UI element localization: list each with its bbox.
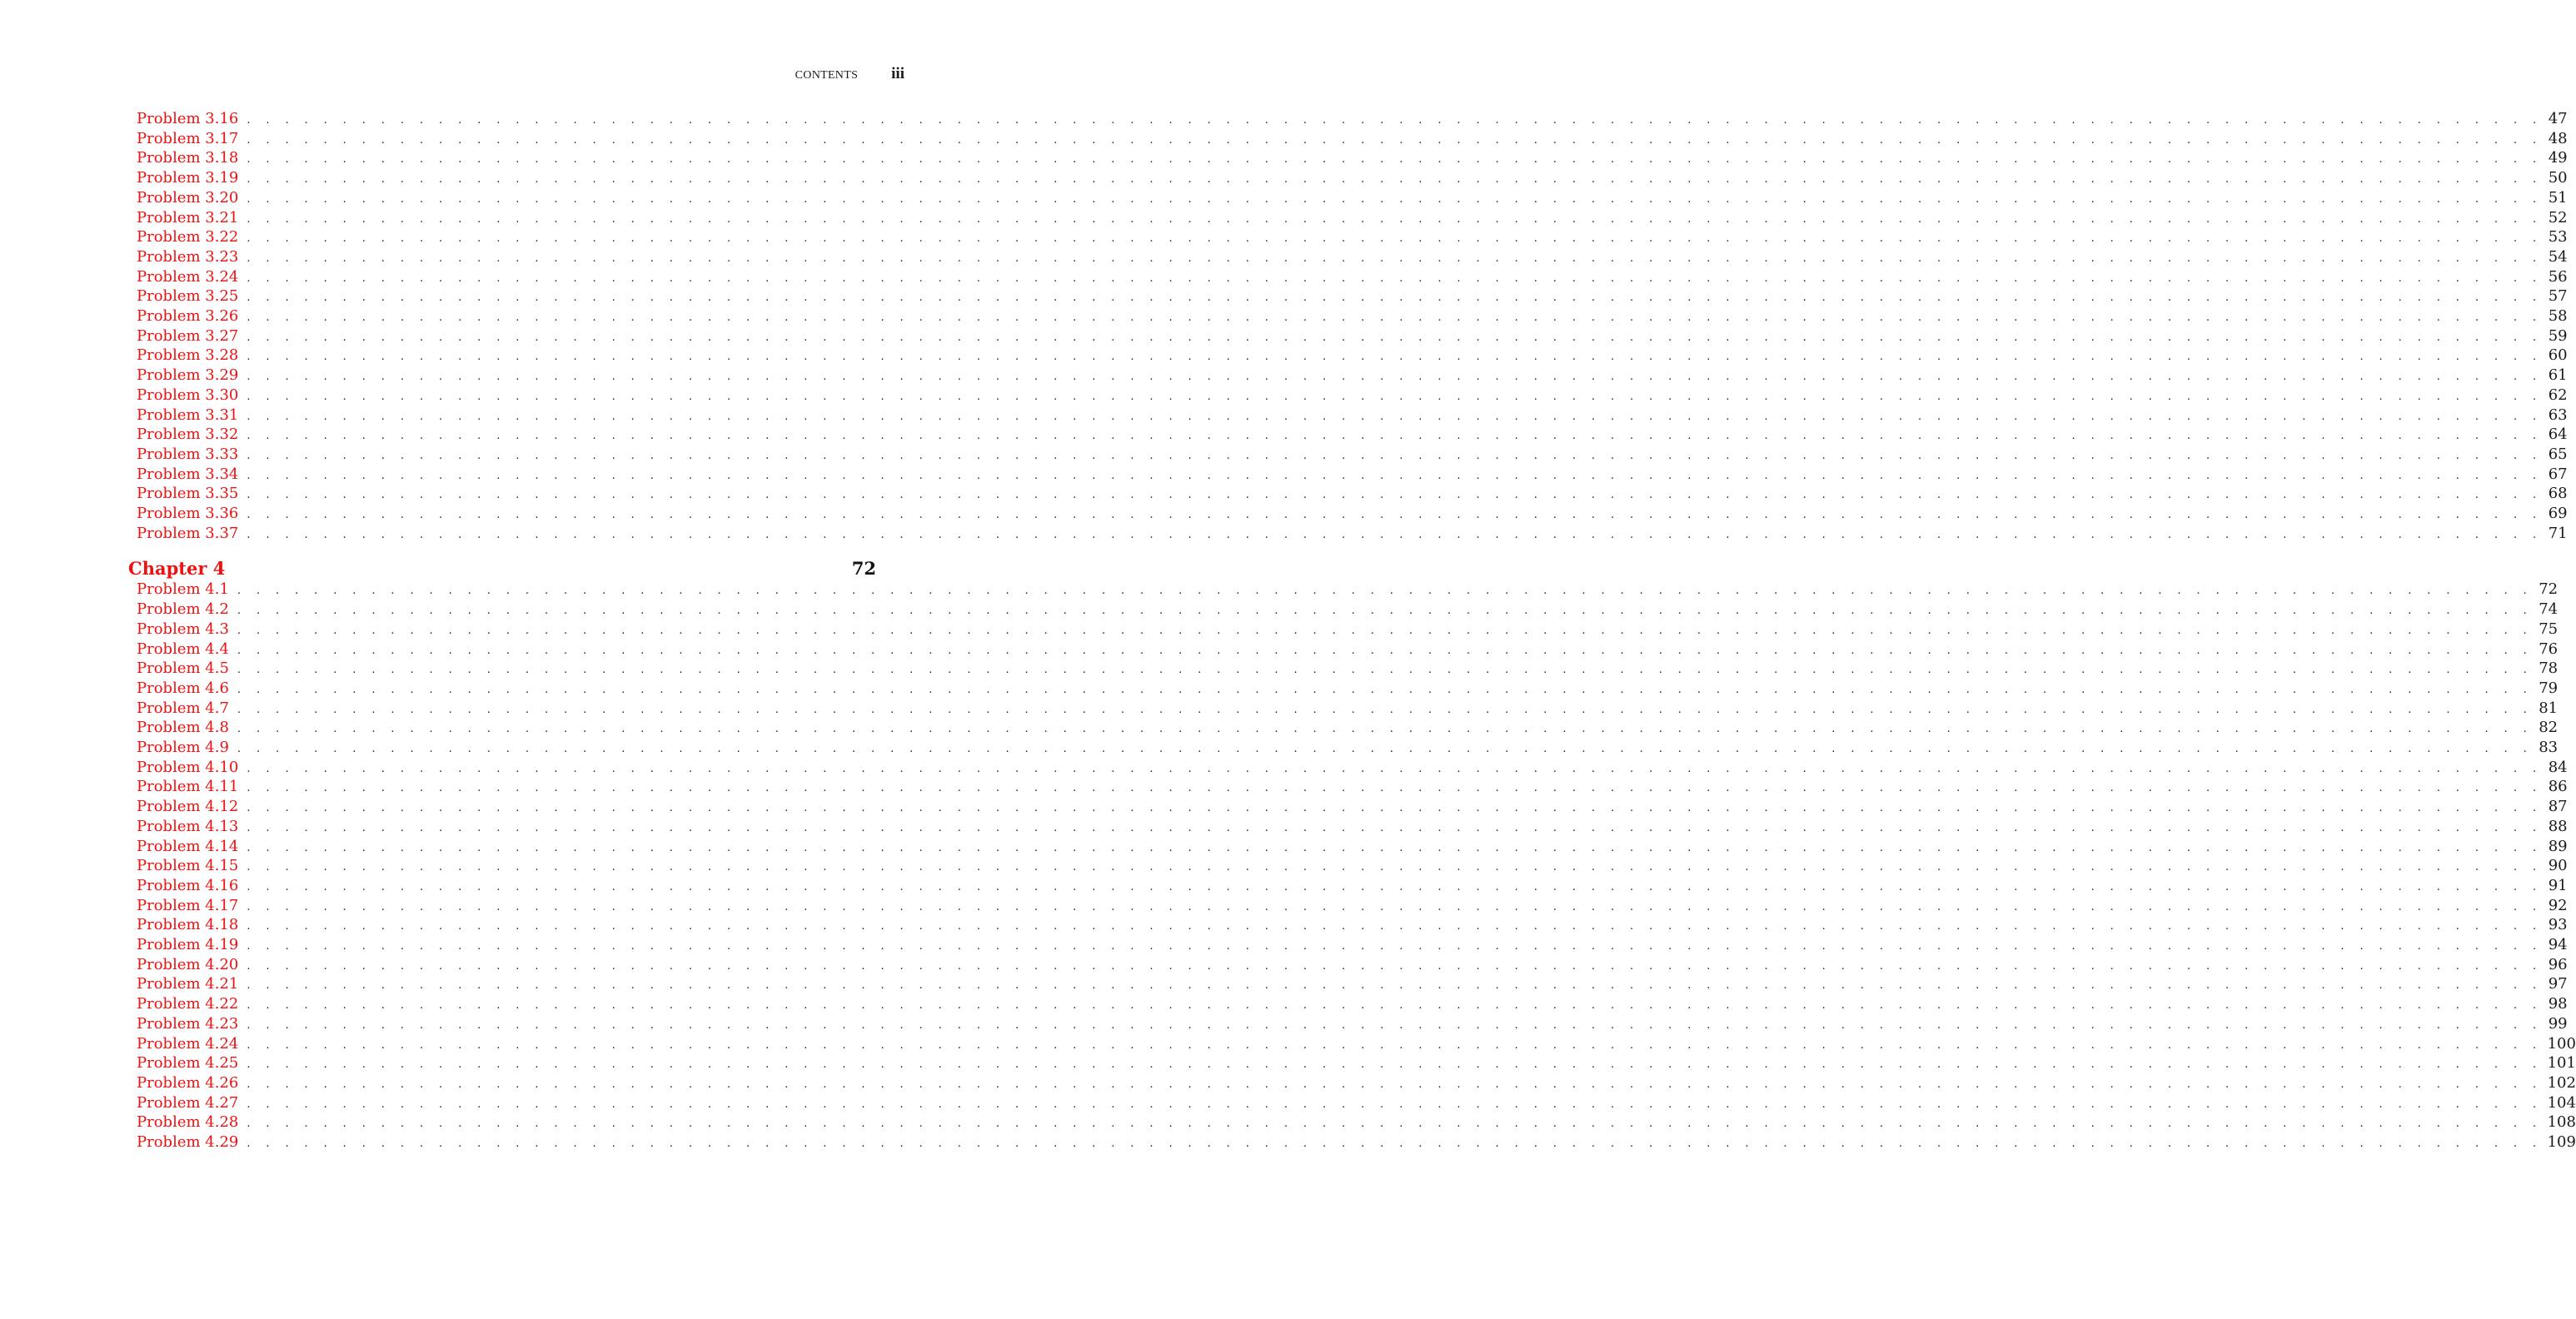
toc-entry-page-number: 109 (2547, 1133, 2576, 1151)
toc-entry-link[interactable]: Problem 3.19 (137, 169, 239, 187)
toc-entry-link[interactable]: Problem 3.16 (137, 110, 239, 127)
toc-entry-link[interactable]: Problem 4.1 (137, 580, 229, 599)
toc-entry[interactable] (137, 620, 2559, 640)
toc-entry-link[interactable]: Problem 4.29 (137, 1133, 239, 1151)
toc-entry-link[interactable]: Problem 3.24 (137, 267, 239, 286)
toc-entry-page-number: 56 (2548, 267, 2568, 286)
toc-entry[interactable] (137, 718, 2559, 738)
dot-leader: . . . . . . . . . . . . . . . . . . . . . . . . . . . . . . . . . . . . . . . . . . . . . . . . . . . . . . . . . . . . . . . . . . . . . . . . . . . . . . . . . . . . . . . . . . . . . . . . . . . . . . . . . . . . . . . . . . . . . . . . (247, 880, 2543, 893)
toc-entry-page-number: 49 (2548, 149, 2568, 167)
dot-leader: . . . . . . . . . . . . . . . . . . . . . . . . . . . . . . . . . . . . . . . . . . . . . . . . . . . . . . . . . . . . . . . . . . . . . . . . . . . . . . . . . . . . . . . . . . . . . . . . . . . . . . . . . . . . . . . . . . . . . . . . (237, 683, 2534, 696)
toc-entry-page-number: 88 (2548, 817, 2568, 835)
running-head-label: CONTENTS (795, 69, 859, 82)
dot-leader: . . . . . . . . . . . . . . . . . . . . . . . . . . . . . . . . . . . . . . . . . . . . . . . . . . . . . . . . . . . . . . . . . . . . . . . . . . . . . . . . . . . . . . . . . . . . . . . . . . . . . . . . . . . . . . . . . . . . . . . . (237, 605, 2534, 618)
dot-leader: . . . . . . . . . . . . . . . . . . . . . . . . . . . . . . . . . . . . . . . . . . . . . . . . . . . . . . . . . . . . . . . . . . . . . . . . . . . . . . . . . . . . . . . . . . . . . . . . . . . . . . . . . . . . . . . . . . . . . . . . (247, 1117, 2543, 1131)
toc-entry-link[interactable]: Problem 4.20 (137, 955, 239, 973)
toc-entry-link[interactable]: Problem 3.31 (137, 406, 239, 424)
toc-entry[interactable] (137, 699, 2559, 719)
toc-entry-page-number: 67 (2548, 465, 2568, 483)
toc-entry-link[interactable]: Problem 3.21 (137, 208, 239, 226)
toc-entry-link[interactable]: Problem 4.5 (137, 660, 229, 678)
toc-entry-link[interactable]: Problem 4.3 (137, 620, 229, 638)
dot-leader: . . . . . . . . . . . . . . . . . . . . . . . . . . . . . . . . . . . . . . . . . . . . . . . . . . . . . . . . . . . . . . . . . . . . . . . . . . . . . . . . . . . . . . . . . . . . . . . . . . . . . . . . . . . . . . . . . . . . . . . . (247, 1098, 2543, 1111)
dot-leader: . . . . . . . . . . . . . . . . . . . . . . . . . . . . . . . . . . . . . . . . . . . . . . . . . . . . . . . . . . . . . . . . . . . . . . . . . . . . . . . . . . . . . . . . . . . . . . . . . . . . . . . . . . . . . . . . . . . . . . . . (247, 331, 2543, 344)
dot-leader: . . . . . . . . . . . . . . . . . . . . . . . . . . . . . . . . . . . . . . . . . . . . . . . . . . . . . . . . . . . . . . . . . . . . . . . . . . . . . . . . . . . . . . . . . . . . . . . . . . . . . . . . . . . . . . . . . . . . . . . . (247, 999, 2543, 1013)
dot-leader: . . . . . . . . . . . . . . . . . . . . . . . . . . . . . . . . . . . . . . . . . . . . . . . . . . . . . . . . . . . . . . . . . . . . . . . . . . . . . . . . . . . . . . . . . . . . . . . . . . . . . . . . . . . . . . . . . . . . . . . . (247, 469, 2543, 482)
dot-leader: . . . . . . . . . . . . . . . . . . . . . . . . . . . . . . . . . . . . . . . . . . . . . . . . . . . . . . . . . . . . . . . . . . . . . . . . . . . . . . . . . . . . . . . . . . . . . . . . . . . . . . . . . . . . . . . . . . . . . . . . (247, 802, 2543, 815)
dot-leader: . . . . . . . . . . . . . . . . . . . . . . . . . . . . . . . . . . . . . . . . . . . . . . . . . . . . . . . . . . . . . . . . . . . . . . . . . . . . . . . . . . . . . . . . . . . . . . . . . . . . . . . . . . . . . . . . . . . . . . . . (247, 351, 2543, 364)
toc-entry[interactable] (137, 974, 2568, 994)
toc-entry[interactable] (137, 1132, 2576, 1152)
toc-entry-link[interactable]: Problem 3.28 (137, 346, 239, 365)
toc-entry-link[interactable]: Problem 4.4 (137, 640, 229, 658)
dot-leader: . . . . . . . . . . . . . . . . . . . . . . . . . . . . . . . . . . . . . . . . . . . . . . . . . . . . . . . . . . . . . . . . . . . . . . . . . . . . . . . . . . . . . . . . . . . . . . . . . . . . . . . . . . . . . . . . . . . . . . . . (247, 861, 2543, 874)
toc-entry[interactable] (137, 797, 2568, 817)
toc-entry[interactable] (137, 738, 2559, 758)
toc-entry[interactable] (137, 679, 2559, 699)
running-head (795, 65, 904, 85)
toc-entry[interactable] (137, 267, 2568, 287)
toc-entry-page-number: 96 (2548, 955, 2568, 973)
toc-entry-link[interactable]: Problem 4.14 (137, 837, 239, 855)
dot-leader: . . . . . . . . . . . . . . . . . . . . . . . . . . . . . . . . . . . . . . . . . . . . . . . . . . . . . . . . . . . . . . . . . . . . . . . . . . . . . . . . . . . . . . . . . . . . . . . . . . . . . . . . . . . . . . . . . . . . . . . . (247, 371, 2543, 384)
dot-leader: . . . . . . . . . . . . . . . . . . . . . . . . . . . . . . . . . . . . . . . . . . . . . . . . . . . . . . . . . . . . . . . . . . . . . . . . . . . . . . . . . . . . . . . . . . . . . . . . . . . . . . . . . . . . . . . . . . . . . . . . (237, 644, 2534, 657)
toc-entry-link[interactable]: Problem 3.23 (137, 247, 239, 266)
toc-entry-link[interactable]: Problem 4.9 (137, 739, 229, 756)
toc-entry[interactable] (137, 247, 2568, 267)
toc-entry-link[interactable]: Problem 3.26 (137, 307, 239, 325)
dot-leader: . . . . . . . . . . . . . . . . . . . . . . . . . . . . . . . . . . . . . . . . . . . . . . . . . . . . . . . . . . . . . . . . . . . . . . . . . . . . . . . . . . . . . . . . . . . . . . . . . . . . . . . . . . . . . . . . . . . . . . . . (237, 585, 2534, 598)
dot-leader: . . . . . . . . . . . . . . . . . . . . . . . . . . . . . . . . . . . . . . . . . . . . . . . . . . . . . . . . . . . . . . . . . . . . . . . . . . . . . . . . . . . . . . . . . . . . . . . . . . . . . . . . . . . . . . . . . . . . . . . . (247, 1038, 2543, 1052)
toc-entry-link[interactable]: Problem 4.8 (137, 719, 229, 737)
dot-leader: . . . . . . . . . . . . . . . . . . . . . . . . . . . . . . . . . . . . . . . . . . . . . . . . . . . . . . . . . . . . . . . . . . . . . . . . . . . . . . . . . . . . . . . . . . . . . . . . . . . . . . . . . . . . . . . . . . . . . . . . (247, 821, 2543, 834)
toc-entry-page-number: 59 (2548, 326, 2568, 345)
toc-entry[interactable] (137, 758, 2568, 778)
dot-leader: . . . . . . . . . . . . . . . . . . . . . . . . . . . . . . . . . . . . . . . . . . . . . . . . . . . . . . . . . . . . . . . . . . . . . . . . . . . . . . . . . . . . . . . . . . . . . . . . . . . . . . . . . . . . . . . . . . . . . . . . (247, 762, 2543, 775)
toc-entry-page-number: 90 (2548, 857, 2568, 875)
toc-entry[interactable] (137, 1053, 2576, 1073)
dot-leader: . . . . . . . . . . . . . . . . . . . . . . . . . . . . . . . . . . . . . . . . . . . . . . . . . . . . . . . . . . . . . . . . . . . . . . . . . . . . . . . . . . . . . . . . . . . . . . . . . . . . . . . . . . . . . . . . . . . . . . . . (247, 920, 2543, 933)
toc-entry[interactable] (137, 777, 2568, 797)
toc-entry-link[interactable]: Problem 4.19 (137, 936, 239, 953)
dot-leader: . . . . . . . . . . . . . . . . . . . . . . . . . . . . . . . . . . . . . . . . . . . . . . . . . . . . . . . . . . . . . . . . . . . . . . . . . . . . . . . . . . . . . . . . . . . . . . . . . . . . . . . . . . . . . . . . . . . . . . . . (247, 212, 2543, 226)
dot-leader: . . . . . . . . . . . . . . . . . . . . . . . . . . . . . . . . . . . . . . . . . . . . . . . . . . . . . . . . . . . . . . . . . . . . . . . . . . . . . . . . . . . . . . . . . . . . . . . . . . . . . . . . . . . . . . . . . . . . . . . . (247, 841, 2543, 854)
toc-entry-page-number: 86 (2548, 778, 2568, 796)
toc-entry[interactable] (137, 994, 2568, 1014)
toc-entry-link[interactable]: Problem 3.29 (137, 366, 239, 385)
toc-entry-link[interactable]: Problem 3.27 (137, 326, 239, 345)
toc-entry-link[interactable]: Problem 3.33 (137, 445, 239, 463)
toc-entry-page-number: 98 (2548, 995, 2568, 1013)
dot-leader: . . . . . . . . . . . . . . . . . . . . . . . . . . . . . . . . . . . . . . . . . . . . . . . . . . . . . . . . . . . . . . . . . . . . . . . . . . . . . . . . . . . . . . . . . . . . . . . . . . . . . . . . . . . . . . . . . . . . . . . . (247, 390, 2543, 403)
toc-entry-page-number: 92 (2548, 896, 2568, 914)
toc-entry[interactable] (137, 129, 2568, 149)
toc-entry-page-number: 47 (2548, 110, 2568, 127)
dot-leader: . . . . . . . . . . . . . . . . . . . . . . . . . . . . . . . . . . . . . . . . . . . . . . . . . . . . . . . . . . . . . . . . . . . . . . . . . . . . . . . . . . . . . . . . . . . . . . . . . . . . . . . . . . . . . . . . . . . . . . . . (247, 782, 2543, 795)
dot-leader: . . . . . . . . . . . . . . . . . . . . . . . . . . . . . . . . . . . . . . . . . . . . . . . . . . . . . . . . . . . . . . . . . . . . . . . . . . . . . . . . . . . . . . . . . . . . . . . . . . . . . . . . . . . . . . . . . . . . . . . . (237, 703, 2534, 716)
toc-entry-link[interactable]: Problem 3.17 (137, 129, 239, 147)
toc-entry-link[interactable]: Problem 4.24 (137, 1034, 239, 1053)
toc-entry-link[interactable]: Problem 3.22 (137, 228, 239, 246)
chapter-page-number: 72 (851, 558, 876, 580)
toc-entry-link[interactable]: Problem 4.22 (137, 995, 239, 1013)
dot-leader: . . . . . . . . . . . . . . . . . . . . . . . . . . . . . . . . . . . . . . . . . . . . . . . . . . . . . . . . . . . . . . . . . . . . . . . . . . . . . . . . . . . . . . . . . . . . . . . . . . . . . . . . . . . . . . . . . . . . . . . . (247, 291, 2543, 305)
toc-entry-link[interactable]: Problem 4.12 (137, 798, 239, 816)
dot-leader: . . . . . . . . . . . . . . . . . . . . . . . . . . . . . . . . . . . . . . . . . . . . . . . . . . . . . . . . . . . . . . . . . . . . . . . . . . . . . . . . . . . . . . . . . . . . . . . . . . . . . . . . . . . . . . . . . . . . . . . . (247, 192, 2543, 206)
toc-entry[interactable] (137, 286, 2568, 306)
dot-leader: . . . . . . . . . . . . . . . . . . . . . . . . . . . . . . . . . . . . . . . . . . . . . . . . . . . . . . . . . . . . . . . . . . . . . . . . . . . . . . . . . . . . . . . . . . . . . . . . . . . . . . . . . . . . . . . . . . . . . . . . (247, 940, 2543, 953)
toc-entry-link[interactable]: Problem 4.18 (137, 916, 239, 934)
toc-entry[interactable] (137, 1073, 2576, 1093)
toc-entry-page-number: 93 (2548, 916, 2568, 934)
toc-entry-link[interactable]: Problem 4.23 (137, 1014, 239, 1033)
toc-entry-page-number: 76 (2539, 640, 2559, 658)
toc-entry-page-number: 102 (2547, 1073, 2576, 1092)
toc-entry-page-number: 89 (2548, 837, 2568, 855)
toc-entry-page-number: 91 (2548, 876, 2568, 894)
toc-entry[interactable] (137, 524, 2568, 544)
toc-entry[interactable] (137, 935, 2568, 955)
toc-entry-link[interactable]: Problem 3.37 (137, 524, 239, 542)
dot-leader: . . . . . . . . . . . . . . . . . . . . . . . . . . . . . . . . . . . . . . . . . . . . . . . . . . . . . . . . . . . . . . . . . . . . . . . . . . . . . . . . . . . . . . . . . . . . . . . . . . . . . . . . . . . . . . . . . . . . . . . . (237, 723, 2534, 736)
toc-entry-page-number: 64 (2548, 426, 2568, 444)
toc-entry-page-number: 72 (2539, 580, 2559, 599)
dot-leader: . . . . . . . . . . . . . . . . . . . . . . . . . . . . . . . . . . . . . . . . . . . . . . . . . . . . . . . . . . . . . . . . . . . . . . . . . . . . . . . . . . . . . . . . . . . . . . . . . . . . . . . . . . . . . . . . . . . . . . . . (237, 624, 2534, 637)
toc-entry-page-number: 87 (2548, 798, 2568, 816)
toc-entry-link[interactable]: Problem 4.25 (137, 1054, 239, 1073)
toc-entry-page-number: 74 (2539, 600, 2559, 619)
toc-entry-page-number: 51 (2548, 188, 2568, 207)
toc-entry-link[interactable]: Problem 4.13 (137, 817, 239, 835)
toc-entry-page-number: 78 (2539, 660, 2559, 678)
toc-entry-page-number: 71 (2548, 524, 2568, 542)
dot-leader: . . . . . . . . . . . . . . . . . . . . . . . . . . . . . . . . . . . . . . . . . . . . . . . . . . . . . . . . . . . . . . . . . . . . . . . . . . . . . . . . . . . . . . . . . . . . . . . . . . . . . . . . . . . . . . . . . . . . . . . . (247, 153, 2543, 167)
dot-leader: . . . . . . . . . . . . . . . . . . . . . . . . . . . . . . . . . . . . . . . . . . . . . . . . . . . . . . . . . . . . . . . . . . . . . . . . . . . . . . . . . . . . . . . . . . . . . . . . . . . . . . . . . . . . . . . . . . . . . . . . (247, 509, 2543, 521)
toc-entry[interactable] (137, 445, 2568, 465)
toc-entry-link[interactable]: Problem 4.17 (137, 896, 239, 914)
toc-entry-link[interactable]: Problem 4.10 (137, 758, 239, 776)
chapter-heading-link[interactable]: Chapter 4 (128, 558, 226, 580)
toc-entry-page-number: 68 (2548, 485, 2568, 503)
toc-entry-link[interactable]: Problem 3.32 (137, 426, 239, 444)
toc-entry-page-number: 53 (2548, 228, 2568, 246)
toc-entry[interactable] (137, 640, 2559, 660)
toc-entry-page-number: 82 (2539, 719, 2559, 737)
toc-entry-page-number: 50 (2548, 169, 2568, 187)
toc-entry[interactable] (137, 856, 2568, 876)
running-head-page-number: iii (891, 65, 904, 82)
toc-entry-page-number: 69 (2548, 505, 2568, 522)
dot-leader: . . . . . . . . . . . . . . . . . . . . . . . . . . . . . . . . . . . . . . . . . . . . . . . . . . . . . . . . . . . . . . . . . . . . . . . . . . . . . . . . . . . . . . . . . . . . . . . . . . . . . . . . . . . . . . . . . . . . . . . . (237, 743, 2534, 755)
toc-entry-link[interactable]: Problem 4.6 (137, 679, 229, 697)
dot-leader: . . . . . . . . . . . . . . . . . . . . . . . . . . . . . . . . . . . . . . . . . . . . . . . . . . . . . . . . . . . . . . . . . . . . . . . . . . . . . . . . . . . . . . . . . . . . . . . . . . . . . . . . . . . . . . . . . . . . . . . . (247, 173, 2543, 187)
toc-entry-link[interactable]: Problem 3.36 (137, 505, 239, 522)
toc-entry-link[interactable]: Problem 3.25 (137, 287, 239, 306)
toc-entry-page-number: 97 (2548, 975, 2568, 993)
toc-entry-page-number: 79 (2539, 679, 2559, 697)
toc-entry[interactable] (137, 600, 2559, 620)
toc-entry-page-number: 48 (2548, 129, 2568, 147)
toc-entry-page-number: 84 (2548, 758, 2568, 776)
dot-leader: . . . . . . . . . . . . . . . . . . . . . . . . . . . . . . . . . . . . . . . . . . . . . . . . . . . . . . . . . . . . . . . . . . . . . . . . . . . . . . . . . . . . . . . . . . . . . . . . . . . . . . . . . . . . . . . . . . . . . . . . (247, 232, 2543, 246)
dot-leader: . . . . . . . . . . . . . . . . . . . . . . . . . . . . . . . . . . . . . . . . . . . . . . . . . . . . . . . . . . . . . . . . . . . . . . . . . . . . . . . . . . . . . . . . . . . . . . . . . . . . . . . . . . . . . . . . . . . . . . . . (247, 449, 2543, 462)
toc-entry[interactable] (137, 109, 2568, 129)
toc-entry-page-number: 81 (2539, 699, 2559, 717)
toc-entry-page-number: 58 (2548, 307, 2568, 325)
toc-entry[interactable] (137, 837, 2568, 857)
toc-entry[interactable] (137, 817, 2568, 837)
toc-entry[interactable] (137, 366, 2568, 386)
toc-entry-link[interactable]: Problem 3.20 (137, 188, 239, 207)
toc-entry-page-number: 108 (2547, 1113, 2576, 1132)
toc-entry-link[interactable]: Problem 4.15 (137, 857, 239, 875)
toc-entry[interactable] (137, 306, 2568, 326)
toc-entry-page-number: 52 (2548, 208, 2568, 226)
toc-entry-page-number: 62 (2548, 386, 2568, 404)
toc-entry-page-number: 104 (2547, 1093, 2576, 1112)
dot-leader: . . . . . . . . . . . . . . . . . . . . . . . . . . . . . . . . . . . . . . . . . . . . . . . . . . . . . . . . . . . . . . . . . . . . . . . . . . . . . . . . . . . . . . . . . . . . . . . . . . . . . . . . . . . . . . . . . . . . . . . . (237, 664, 2534, 677)
toc-entry[interactable] (137, 896, 2568, 916)
toc-entry-page-number: 99 (2548, 1014, 2568, 1033)
toc-entry[interactable] (137, 915, 2568, 935)
toc-entry-link[interactable]: Problem 4.26 (137, 1073, 239, 1092)
toc-entry-link[interactable]: Problem 4.27 (137, 1093, 239, 1112)
toc-entry[interactable] (137, 465, 2568, 485)
toc-entry[interactable] (137, 188, 2568, 208)
dot-leader: . . . . . . . . . . . . . . . . . . . . . . . . . . . . . . . . . . . . . . . . . . . . . . . . . . . . . . . . . . . . . . . . . . . . . . . . . . . . . . . . . . . . . . . . . . . . . . . . . . . . . . . . . . . . . . . . . . . . . . . . (247, 114, 2543, 127)
toc-entry[interactable] (137, 227, 2568, 247)
toc-entry[interactable] (137, 425, 2568, 445)
dot-leader: . . . . . . . . . . . . . . . . . . . . . . . . . . . . . . . . . . . . . . . . . . . . . . . . . . . . . . . . . . . . . . . . . . . . . . . . . . . . . . . . . . . . . . . . . . . . . . . . . . . . . . . . . . . . . . . . . . . . . . . . (247, 900, 2543, 913)
dot-leader: . . . . . . . . . . . . . . . . . . . . . . . . . . . . . . . . . . . . . . . . . . . . . . . . . . . . . . . . . . . . . . . . . . . . . . . . . . . . . . . . . . . . . . . . . . . . . . . . . . . . . . . . . . . . . . . . . . . . . . . . (247, 1137, 2543, 1150)
dot-leader: . . . . . . . . . . . . . . . . . . . . . . . . . . . . . . . . . . . . . . . . . . . . . . . . . . . . . . . . . . . . . . . . . . . . . . . . . . . . . . . . . . . . . . . . . . . . . . . . . . . . . . . . . . . . . . . . . . . . . . . . (247, 410, 2543, 423)
toc-entry-link[interactable]: Problem 3.30 (137, 386, 239, 404)
toc-entry[interactable] (137, 1093, 2576, 1113)
toc-entry-page-number: 63 (2548, 406, 2568, 424)
toc-entry-link[interactable]: Problem 4.21 (137, 975, 239, 993)
toc-entry[interactable] (137, 484, 2568, 504)
dot-leader: . . . . . . . . . . . . . . . . . . . . . . . . . . . . . . . . . . . . . . . . . . . . . . . . . . . . . . . . . . . . . . . . . . . . . . . . . . . . . . . . . . . . . . . . . . . . . . . . . . . . . . . . . . . . . . . . . . . . . . . . (247, 271, 2543, 285)
toc-entry-page-number: 75 (2539, 620, 2559, 638)
toc-entry-link[interactable]: Problem 4.28 (137, 1113, 239, 1132)
toc-entry[interactable] (137, 1014, 2568, 1034)
toc-entry-link[interactable]: Problem 3.34 (137, 465, 239, 483)
toc-entry[interactable] (137, 580, 2559, 600)
toc-entry[interactable] (137, 1034, 2576, 1054)
toc-entry[interactable] (137, 955, 2568, 975)
toc-entry[interactable] (137, 168, 2568, 188)
toc-entry-page-number: 100 (2547, 1034, 2576, 1053)
chapter-heading[interactable] (128, 557, 876, 580)
toc-entry[interactable] (137, 346, 2568, 366)
toc-entry[interactable] (137, 326, 2568, 346)
toc-entry-page-number: 101 (2547, 1054, 2576, 1073)
toc-entry[interactable] (137, 1112, 2576, 1132)
toc-entry-page-number: 57 (2548, 287, 2568, 306)
toc-entry-link[interactable]: Problem 4.11 (137, 778, 239, 796)
toc-entry-page-number: 60 (2548, 346, 2568, 365)
dot-leader: . . . . . . . . . . . . . . . . . . . . . . . . . . . . . . . . . . . . . . . . . . . . . . . . . . . . . . . . . . . . . . . . . . . . . . . . . . . . . . . . . . . . . . . . . . . . . . . . . . . . . . . . . . . . . . . . . . . . . . . . (247, 133, 2543, 147)
toc-entry-page-number: 65 (2548, 445, 2568, 463)
toc-entry-link[interactable]: Problem 3.18 (137, 149, 239, 167)
toc-entry[interactable] (137, 386, 2568, 406)
dot-leader: . . . . . . . . . . . . . . . . . . . . . . . . . . . . . . . . . . . . . . . . . . . . . . . . . . . . . . . . . . . . . . . . . . . . . . . . . . . . . . . . . . . . . . . . . . . . . . . . . . . . . . . . . . . . . . . . . . . . . . . . (247, 528, 2543, 541)
toc-entry[interactable] (137, 148, 2568, 168)
toc-entry-page-number: 61 (2548, 366, 2568, 385)
toc-entry[interactable] (137, 876, 2568, 896)
toc-entry-page-number: 83 (2539, 739, 2559, 756)
dot-leader: . . . . . . . . . . . . . . . . . . . . . . . . . . . . . . . . . . . . . . . . . . . . . . . . . . . . . . . . . . . . . . . . . . . . . . . . . . . . . . . . . . . . . . . . . . . . . . . . . . . . . . . . . . . . . . . . . . . . . . . . (247, 489, 2543, 502)
toc-entry[interactable] (137, 208, 2568, 228)
dot-leader: . . . . . . . . . . . . . . . . . . . . . . . . . . . . . . . . . . . . . . . . . . . . . . . . . . . . . . . . . . . . . . . . . . . . . . . . . . . . . . . . . . . . . . . . . . . . . . . . . . . . . . . . . . . . . . . . . . . . . . . . (247, 979, 2543, 993)
toc-entry-link[interactable]: Problem 4.2 (137, 600, 229, 619)
dot-leader: . . . . . . . . . . . . . . . . . . . . . . . . . . . . . . . . . . . . . . . . . . . . . . . . . . . . . . . . . . . . . . . . . . . . . . . . . . . . . . . . . . . . . . . . . . . . . . . . . . . . . . . . . . . . . . . . . . . . . . . . (247, 311, 2543, 324)
toc-entry-link[interactable]: Problem 4.16 (137, 876, 239, 894)
dot-leader: . . . . . . . . . . . . . . . . . . . . . . . . . . . . . . . . . . . . . . . . . . . . . . . . . . . . . . . . . . . . . . . . . . . . . . . . . . . . . . . . . . . . . . . . . . . . . . . . . . . . . . . . . . . . . . . . . . . . . . . . (247, 430, 2543, 443)
toc-entry[interactable] (137, 406, 2568, 426)
dot-leader: . . . . . . . . . . . . . . . . . . . . . . . . . . . . . . . . . . . . . . . . . . . . . . . . . . . . . . . . . . . . . . . . . . . . . . . . . . . . . . . . . . . . . . . . . . . . . . . . . . . . . . . . . . . . . . . . . . . . . . . . (247, 1058, 2543, 1072)
dot-leader: . . . . . . . . . . . . . . . . . . . . . . . . . . . . . . . . . . . . . . . . . . . . . . . . . . . . . . . . . . . . . . . . . . . . . . . . . . . . . . . . . . . . . . . . . . . . . . . . . . . . . . . . . . . . . . . . . . . . . . . . (247, 959, 2543, 973)
toc-entry-page-number: 54 (2548, 247, 2568, 266)
toc-entry[interactable] (137, 659, 2559, 679)
toc-entry[interactable] (137, 504, 2568, 524)
toc-entry-page-number: 94 (2548, 936, 2568, 953)
toc-entry-link[interactable]: Problem 4.7 (137, 699, 229, 717)
dot-leader: . . . . . . . . . . . . . . . . . . . . . . . . . . . . . . . . . . . . . . . . . . . . . . . . . . . . . . . . . . . . . . . . . . . . . . . . . . . . . . . . . . . . . . . . . . . . . . . . . . . . . . . . . . . . . . . . . . . . . . . . (247, 1078, 2543, 1091)
toc-entry-link[interactable]: Problem 3.35 (137, 485, 239, 503)
dot-leader: . . . . . . . . . . . . . . . . . . . . . . . . . . . . . . . . . . . . . . . . . . . . . . . . . . . . . . . . . . . . . . . . . . . . . . . . . . . . . . . . . . . . . . . . . . . . . . . . . . . . . . . . . . . . . . . . . . . . . . . . (247, 251, 2543, 265)
dot-leader: . . . . . . . . . . . . . . . . . . . . . . . . . . . . . . . . . . . . . . . . . . . . . . . . . . . . . . . . . . . . . . . . . . . . . . . . . . . . . . . . . . . . . . . . . . . . . . . . . . . . . . . . . . . . . . . . . . . . . . . . (247, 1018, 2543, 1032)
